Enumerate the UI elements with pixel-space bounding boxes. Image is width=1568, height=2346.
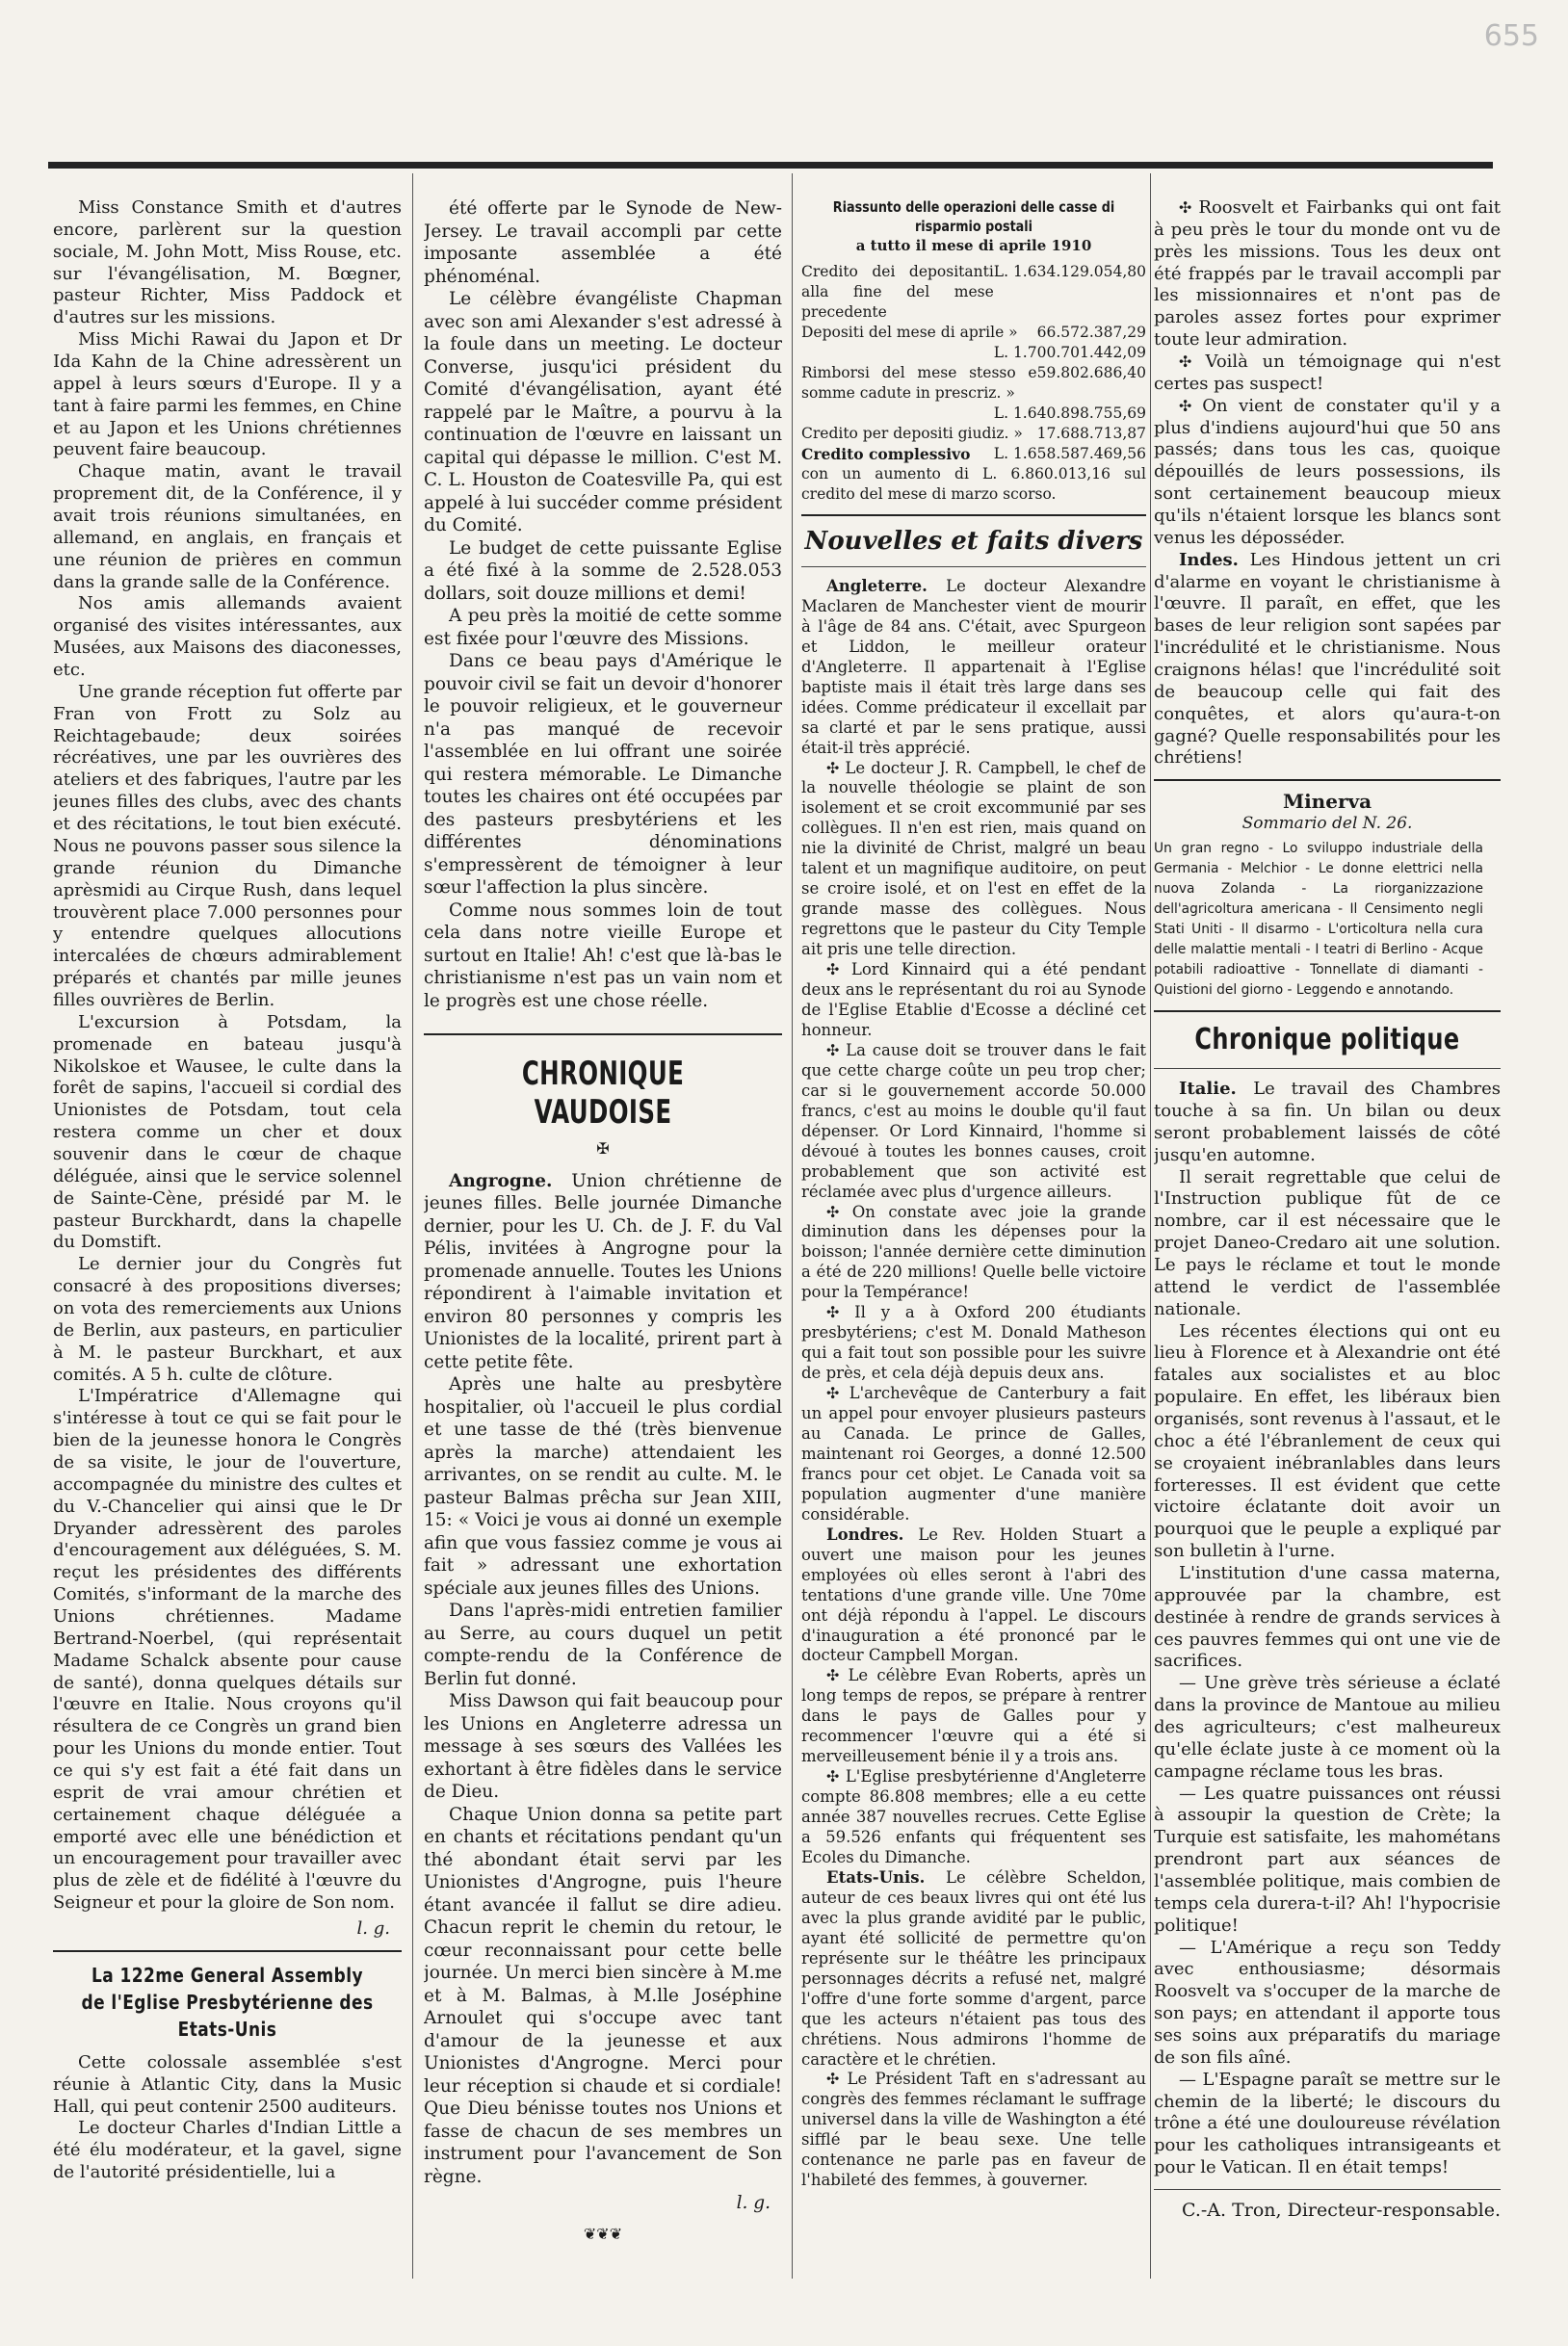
minerva-summary: Un gran regno - Lo sviluppo industriale della Germania - Melchior - Le donne elettrici nella nuova Zolanda - La riorganizzazione dell'agricoltura americana - Il Censimento negli Stati Uniti - Il disarmo - L'orticoltura nella cura delle malattie mentali - I teatri di Berlino - Acque potabili radioattive - Tonnellate di diamanti - Quistioni del giorno - Leggendo e annotando.	[1154, 841, 1483, 999]
paragraph-lead: Londres.	[826, 1525, 919, 1544]
paragraph-text: Le docteur Alexandre Maclaren de Manchester vient de mourir à l'âge de 84 ans. C'était, avec Spurgeon et Liddon, le meilleur orateur d'Angleterre. Il appartenait à l'Eglise baptiste mais il était très large dans ses idées. Comme prédicateur il excellait par sa clarté et par le sens pratique, aussi était-il très apprécié.	[801, 576, 1146, 757]
paragraph	[1154, 1938, 1501, 2070]
paragraph-lead: Etats-Unis.	[826, 1867, 947, 1887]
section-divider	[53, 1950, 402, 1952]
paragraph: Miss Michi Rawai du Japon et Dr Ida Kahn de la Chine adressèrent un appel à leurs sœurs d'Europe. Il y a tant à faire parmi les femmes, en Chine et au Japon et les Unions chrétiennes peuvent faire beaucoup.	[53, 329, 402, 460]
riassunto-value: 66.572.387,29	[1036, 323, 1146, 341]
paragraph	[1154, 1167, 1501, 1321]
col2-paragraphs	[424, 197, 782, 1012]
column-4	[1154, 197, 1501, 2288]
paragraph	[801, 577, 1146, 759]
column-1	[53, 197, 402, 2288]
paragraph: A peu près la moitié de cette somme est fixée pour l'œuvre des Missions.	[424, 606, 782, 649]
riassunto-note: con un aumento di L. 6.860.013,16 sul credito del mese di marzo scorso.	[801, 464, 1146, 503]
paragraph	[1154, 1321, 1501, 1563]
riassunto-label: Depositi del mese di aprile »	[801, 323, 1018, 341]
paragraph-text: L'archevêque de Canterbury a fait un appel pour envoyer plusieurs pasteurs au Canada. Le prince de Galles, maintenant roi Georges, a donné 12.500 francs pour cet objet. Le Canada voit sa population augmenter d'une manière considérable.	[801, 1384, 1146, 1524]
corner-mark: 655	[1483, 19, 1539, 53]
ornament-icon: ❦❦❦	[583, 2224, 623, 2243]
chronique-vaudoise-title: CHRONIQUE VAUDOISE	[521, 1055, 685, 1132]
paragraph: Miss Constance Smith et d'autres encore, parlèrent sur la question sociale, M. John Mott, Miss Rouse, etc. sur l'évangélisation, M. Bœgner, pasteur Richter, Miss Paddock et d'autres sur les missions.	[53, 197, 402, 328]
director-signature: C.-A. Tron, Directeur-responsable.	[1181, 2200, 1501, 2222]
paragraph-text: L'institution d'une cassa materna, approuvée par la chambre, est destinée à rendre de grands services à ces pauvres femmes qui ont une vie de sacrifices.	[1154, 1562, 1501, 1672]
riassunto-value: L. 1.700.701.442,09	[993, 343, 1146, 361]
paragraph	[1154, 550, 1501, 770]
chronique-politique-title: Chronique politique	[1194, 1023, 1460, 1057]
minerva-subtitle: Sommario del N. 26.	[1241, 814, 1413, 834]
paragraph-text: Roosvelt et Fairbanks qui ont fait à peu près le tour du monde ont vu de près les missions. Tous les deux ont été frappés par le travail accompli par les missionnaires et n'ont pas de paroles assez fortes pour exprimer toute leur admiration.	[1154, 197, 1501, 351]
section-divider	[1154, 1068, 1501, 1069]
paragraph: Le docteur Charles d'Indian Little a été élu modérateur, et la gavel, signe de l'autorité présidentielle, lui a	[53, 2118, 402, 2183]
bullet-icon: ✣	[826, 1384, 849, 1403]
paragraph	[1154, 1784, 1501, 1938]
paragraph	[424, 1373, 782, 1600]
paragraph-text: — Les quatre puissances ont réussi à assoupir la question de Crète; la Turquie est satisfaite, les mahométans prendront part aux séances de l'assemblée politique, mais combien de temps cela durera-t-il? Ah! l'hypocrisie politique!	[1154, 1783, 1501, 1936]
paragraph: Cette colossale assemblée s'est réunie à Atlantic City, dans la Music Hall, qui peut contenir 2500 auditeurs.	[53, 2051, 402, 2117]
paragraph-text: Le docteur J. R. Campbell, le chef de la nouvelle théologie se plaint de son isolement et se croit excommunié par ses collègues. Il n'en est rien, mais quand on nie la divinité de Christ, malgré un beau talent et un magnifique auditoire, on peut se croire isolé, et on l'est en effet de la grande masse des collègues. Nous regrettons que le pasteur du City Temple ait pris une telle direction.	[801, 758, 1146, 959]
column-rule-2	[792, 173, 793, 2279]
paragraph: L'excursion à Potsdam, la promenade en bateau jusqu'à Nikolskoe et Wausee, le culte dans la forêt de sapins, l'accueil si cordial des Unionistes de Potsdam, tout cela restera comme un cher et doux souvenir dans le cœur de chaque déléguée, ainsi que le service solennel de Sainte-Cène, présidé par M. le pasteur Burckhardt, dans la chapelle du Domstift.	[53, 1011, 402, 1253]
riassunto-row	[801, 323, 1146, 343]
paragraph-text: Le travail des Chambres touche à sa fin. Un bilan ou deux seront probablement laissés de côté jusqu'en automne.	[1154, 1079, 1501, 1165]
riassunto-label: Credito per depositi giudiz. »	[801, 424, 1023, 442]
paragraph	[801, 1525, 1146, 1667]
paragraph-text: Chaque Union donna sa petite part en chants et récitations pendant qu'un thé abondant était servi par les Unionistes d'Angrogne, puis l'heure étant avancée il fallut se dire adieu. Chacun reprit le chemin du retour, le cœur reconnaissant pour cette belle journée. Un merci bien sincère à M.me et à M. Balmas, à M.lle Joséphine Arnoulet qui s'occupe avec tant d'amour de la jeunesse et aux Unionistes d'Angrogne. Merci pour leur réception si chaude et si cordiale! Que Dieu bénisse toutes nos Unions et fasse de chacun de ses membres un instrument pour l'avancement de Son règne.	[424, 1804, 782, 2187]
paragraph: Comme nous sommes loin de tout cela dans notre vieille Europe et surtout en Italie! Ah! c'est que là-bas le christianisme n'est pas un vain nom et le progrès est une chose réelle.	[424, 899, 782, 1011]
bullet-icon: ✣	[1179, 396, 1203, 415]
paragraph	[424, 1804, 782, 2189]
paragraph	[1154, 1563, 1501, 1673]
section-divider	[424, 1033, 782, 1035]
general-assembly-paragraphs	[53, 2052, 402, 2184]
chronique-vaudoise-paragraphs	[424, 1170, 782, 2189]
paragraph-text: Les récentes élections qui ont eu lieu à Florence et à Alexandrie ont été fatales aux socialistes et au bloc populaire. En effet, les libéraux bien organisés, sont revenus à l'assaut, et le choc a été l'ébranlement de ceux qui se croyaient inébranlables dans leurs forteresses. Il est évident que cette victoire éclatante doit avoir un pourquoi que le peuple a expliqué par son bulletin à l'urne.	[1154, 1320, 1501, 1562]
general-assembly-title: La 122me General Assembly de l'Eglise Presbytérienne des Etats-Unis	[81, 1963, 374, 2041]
paragraph: Nos amis allemands avaient organisé des visites intéressantes, aux Musées, aux Maisons des diaconesses, etc.	[53, 593, 402, 681]
paragraph-text: L'Eglise presbytérienne d'Angleterre compte 86.808 membres; elle a eu cette année 387 nouvelles recrues. Cette Eglise a 59.526 enfants qui fréquentent ses Ecoles du Dimanche.	[801, 1767, 1146, 1866]
paragraph-text: On vient de constater qu'il y a plus d'indiens aujourd'hui que 50 ans passés; dans tous les cas, quoique dépouillés de leurs possessions, ils sont certainement beaucoup mieux qu'ils n'étaient lorsque les blancs sont venus les déposséder.	[1154, 395, 1501, 548]
section-divider	[801, 566, 1146, 567]
paragraph: Le célèbre évangéliste Chapman avec son ami Alexander s'est adressé à la foule dans un meeting. Le docteur Converse, jusqu'ici président du Comité d'évangélisation, ayant été rappelé par le Maître, a pourvu à la continuation de l'œuvre en laissant un capital qui dépasse le million. C'est M. C. L. Houston de Coatesville Pa, qui est appelé à lui succéder comme président du Comité.	[424, 289, 782, 535]
ornament-icon: ✠	[596, 1139, 610, 1158]
paragraph	[1154, 1673, 1501, 1783]
riassunto-value: 17.688.713,87	[1036, 424, 1146, 442]
paragraph: Dans ce beau pays d'Amérique le pouvoir civil se fait un devoir d'honorer le pouvoir religieux, et le gouverneur n'a pas manqué de recevoir l'assemblée en lui offrant une soirée qui restera mémorable. Le Dimanche toutes les chaires ont été occupées par des pasteurs presbytériens et les différentes dénominations s'empressèrent de témoigner à leur sœur l'affection la plus sincère.	[424, 651, 782, 898]
paragraph	[424, 1690, 782, 1804]
paragraph	[801, 1041, 1146, 1203]
paragraph	[1154, 197, 1501, 352]
bullet-icon: ✣	[826, 1767, 846, 1786]
riassunto-label: Rimborsi del mese stesso e somme cadute in prescriz. »	[801, 363, 1037, 402]
riassunto-row	[801, 363, 1146, 404]
paragraph	[801, 1384, 1146, 1525]
paragraph-text: Lord Kinnaird qui a été pendant deux ans le représentant du roi au Synode de l'Eglise Etablie d'Ecosse a décliné cet honneur.	[801, 960, 1146, 1039]
paragraph: Le dernier jour du Congrès fut consacré à des propositions diverses; on vota des remerciements aux Unions de Berlin, aux pasteurs, en particulier à M. le pasteur Burckhart, et aux comités. A 5 h. culte de clôture.	[53, 1254, 402, 1385]
riassunto-row	[801, 444, 1146, 464]
paragraph-lead: Italie.	[1179, 1079, 1254, 1100]
paragraph	[801, 1203, 1146, 1304]
paragraph	[801, 2070, 1146, 2191]
riassunto-label: Credito complessivo	[801, 444, 971, 463]
section-divider	[1154, 2189, 1501, 2190]
column-rule-1	[412, 173, 413, 2279]
paragraph	[424, 1170, 782, 1374]
nouvelles-title: Nouvelles et faits divers	[804, 526, 1143, 556]
riassunto-value: 59.802.686,40	[1036, 363, 1146, 381]
paragraph	[801, 960, 1146, 1041]
paragraph-text: Il y a à Oxford 200 étudiants presbytériens; c'est M. Donald Matheson qui a fait tout son possible pour les suivre de près, et cela déjà depuis deux ans.	[801, 1303, 1146, 1383]
paragraph-text: — L'Espagne paraît se mettre sur le chemin de la liberté; le discours du trône a été une douloureuse révélation pour les catholiques intransigeants et pour le Vatican. Il en était temps!	[1154, 2069, 1501, 2178]
paragraph: Une grande réception fut offerte par Fran von Frott zu Solz au Reichtagebaude; deux soirées récréatives, une par les ouvrières des ateliers et des fabriques, l'autre par les jeunes filles des clubs, avec des chants et des récitations, le tout bien exécuté. Nous ne pouvons passer sous silence la grande réunion du Dimanche aprèsmidi au Cirque Rush, dans lequel trouvèrent place 7.000 personnes pour y entendre quelques allocutions intercalées de chœurs admirablement préparés et chantés par mille jeunes filles ouvrières de Berlin.	[53, 681, 402, 1010]
bullet-icon: ✣	[826, 1202, 852, 1221]
paragraph	[424, 1600, 782, 1690]
section-divider	[1154, 779, 1501, 781]
bullet-icon: ✣	[826, 758, 846, 777]
chronique-politique-paragraphs	[1154, 1079, 1501, 2179]
paragraph: été offerte par le Synode de New-Jersey. Le travail accompli par cette imposante assemblée a été phénoménal.	[424, 198, 782, 287]
riassunto-row	[801, 424, 1146, 444]
riassunto-title: Riassunto delle operazioni delle casse di risparmio postali	[832, 198, 1115, 235]
paragraph-text: Après une halte au presbytère hospitalier, où l'accueil le plus cordial et une tasse de thé (très bienvenue après la marche) attendaient les arrivantes, on se rendit au culte. M. le pasteur Balmas prêcha sur Jean XIII, 15: « Voici je vous ai donné un exemple afin que vous fassiez comme je vous ai fait » adressant une exhortation spéciale aux jeunes filles des Unions.	[424, 1374, 782, 1599]
section-divider	[1154, 1010, 1501, 1012]
paragraph-text: — Une grève très sérieuse a éclaté dans la province de Mantoue au milieu des agriculteurs; c'est malheureux qu'elle éclate juste à ce moment où la campagne réclame tous les bras.	[1154, 1673, 1501, 1782]
paragraph-text: Le célèbre Scheldon, auteur de ces beaux livres qui ont été lus avec la plus grande avidité par le public, ayant été sollicité de permettre qu'on représente sur le théâtre les principaux personnages décrits a refusé net, malgré l'offre d'une forte somme d'argent, parce que les acteurs n'étaient pas tous des chrétiens. Nous admirons l'homme de caractère et le chrétien.	[801, 1867, 1146, 2069]
section-divider	[801, 514, 1146, 516]
paragraph: Chaque matin, avant le travail proprement dit, de la Conférence, il y avait trois réunions simultanées, en allemand, en anglais, en français et une réunion de prières en commun dans la grande salle de la Conférence.	[53, 461, 402, 592]
paragraph	[1154, 1079, 1501, 1166]
paragraph-text: — L'Amérique a reçu son Teddy avec enthousiasme; désormais Roosvelt va s'occuper de la marche de son pays; en attendant il apporte tous ses soins aux préparatifs du mariage de son fils aîné.	[1154, 1937, 1501, 2068]
paragraph-text: Les Hindous jettent un cri d'alarme en voyant le christianisme à l'œuvre. Il paraît, en effet, que les bases de leur religion sont sapées par l'incrédulité et le christianisme. Nous craignons hélas! que l'incrédulité soit de beaucoup celle qui fait des conquêtes, et alors qu'aura-t-on gagné? Quelle responsabilités pour les chrétiens!	[1154, 549, 1501, 769]
paragraph-text: Dans l'après-midi entretien familier au Serre, au cours duquel un petit compte-rendu de la Conférence de Berlin fut donné.	[424, 1601, 782, 1689]
col4-paragraphs	[1154, 197, 1501, 769]
bullet-icon: ✣	[826, 1303, 855, 1322]
bullet-icon: ✣	[826, 960, 851, 979]
column-rule-3	[1150, 173, 1151, 2279]
paragraph-lead: Angrogne.	[449, 1170, 572, 1191]
bullet-icon: ✣	[1179, 352, 1206, 372]
paragraph	[801, 1303, 1146, 1384]
paragraph	[1154, 352, 1501, 396]
paragraph	[801, 1767, 1146, 1868]
paragraph	[801, 759, 1146, 961]
riassunto-label: Credito dei depositanti alla fine del mese precedente	[801, 262, 994, 321]
riassunto-table	[801, 262, 1146, 464]
paragraph-text: Union chrétienne de jeunes filles. Belle journée Dimanche dernier, pour les U. Ch. de J. F. du Val Pélis, invitées à Angrogne pour la promenade annuelle. Toutes les Unions répondirent à l'aimable invitation et environ 80 personnes y compris les Unionistes de la localité, prirent part à cette petite fête.	[424, 1170, 782, 1372]
paragraph-text: On constate avec joie la grande diminution dans les dépenses pour la boisson; l'année dernière cette diminution a été de 220 millions! Quelle belle victoire pour la Tempérance!	[801, 1202, 1146, 1302]
riassunto-subtitle: a tutto il mese di aprile 1910	[855, 237, 1092, 254]
bullet-icon: ✣	[1179, 198, 1199, 217]
bullet-icon: ✣	[826, 1666, 849, 1685]
nouvelles-paragraphs	[801, 577, 1146, 2191]
paragraph	[1154, 396, 1501, 550]
col1-paragraphs	[53, 197, 402, 1915]
col1-signature: l. g.	[356, 1918, 390, 1940]
paragraph-text: Le Président Taft en s'adressant au congrès des femmes réclamant le suffrage universel dans la ville de Washington a été sifflé par le beau sexe. Une telle contenance ne parle pas en faveur de l'habileté des femmes, à gouverner.	[801, 2070, 1146, 2190]
paragraph-text: Miss Dawson qui fait beaucoup pour les Unions en Angleterre adressa un message à ses sœurs des Vallées les exhortant à être fidèles dans le service de Dieu.	[424, 1691, 782, 1802]
paragraph	[1154, 2070, 1501, 2179]
bullet-icon: ✣	[826, 1040, 847, 1059]
riassunto-row	[801, 343, 1146, 363]
paragraph-lead: Indes.	[1179, 549, 1250, 570]
paragraph: Le budget de cette puissante Eglise a été fixé à la somme de 2.528.053 dollars, soit douze millions et demi!	[424, 537, 782, 604]
column-2	[424, 197, 782, 2288]
riassunto-value: L. 1.634.129.054,80	[993, 262, 1146, 280]
riassunto-row	[801, 262, 1146, 323]
paragraph-text: Le célèbre Evan Roberts, après un long temps de repos, se prépare à rentrer dans le pays de Galles pour y recommencer l'œuvre qui a été si merveilleusement bénie il y a trois ans.	[801, 1666, 1146, 1766]
minerva-title: Minerva	[1282, 790, 1372, 814]
paragraph-text: Il serait regrettable que celui de l'Instruction publique fût de ce nombre, car il est nécessaire que le projet Daneo-Credaro ait une solution. Le pays le réclame et tout le monde attend le verdict de l'assemblée nationale.	[1154, 1166, 1501, 1319]
paragraph-text: Le Rev. Holden Stuart a ouvert une maison pour les jeunes employées où elles seront à l'abri des tentations d'une grande ville. Une 70me ont déjà répondu à l'appel. Le discours d'inauguration a été prononcé par le docteur Campbell Morgan.	[801, 1525, 1146, 1665]
paragraph: L'Impératrice d'Allemagne qui s'intéresse à tout ce qui se fait pour le bien de la jeunesse honora le Congrès de sa visite, le jour de l'ouverture, accompagnée du ministre des cultes et du V.-Chancelier qui ainsi que le Dr Dryander adressèrent des paroles d'encouragement aux déléguées, S. M. reçut les présidentes des différents Comités, s'informant de la marche des Unions chrétiennes. Madame Bertrand-Noerbel, (qui représentait Madame Schalck absente pour cause de santé), donna quelques détails sur l'œuvre en Italie. Nous croyons qu'il résultera de ce Congrès un grand bien pour les Unions du monde entier. Tout ce qui s'y est fait a été fait dans un esprit de vrai amour chrétien et certainement chaque déléguée a emporté avec elle une bénédiction et un encouragement pour travailler avec plus de zèle et de fidélité à l'œuvre du Seigneur et pour la gloire de Son nom.	[53, 1386, 402, 1914]
col2-signature: l. g.	[736, 2193, 771, 2213]
top-rule	[48, 162, 1493, 169]
paragraph-text: La cause doit se trouver dans le fait que cette charge coûte un peu trop cher; car si le gouvernement accorde 50.000 francs, c'est au moins le double qu'il faut dépenser. Or Lord Kinnaird, l'homme si dévoué à toutes les bonnes causes, croit probablement que son activité est réclamée avec plus d'urgence ailleurs.	[801, 1040, 1146, 1201]
bullet-icon: ✣	[826, 2070, 848, 2089]
riassunto-value: L. 1.658.587.469,56	[993, 444, 1146, 462]
paragraph-text: Voilà un témoignage qui n'est certes pas suspect!	[1154, 352, 1501, 394]
column-3	[801, 197, 1146, 2288]
paragraph	[801, 1666, 1146, 1767]
paragraph	[801, 1868, 1146, 2071]
paragraph-lead: Angleterre.	[826, 576, 947, 595]
riassunto-value: L. 1.640.898.755,69	[993, 404, 1146, 422]
riassunto-row	[801, 404, 1146, 424]
